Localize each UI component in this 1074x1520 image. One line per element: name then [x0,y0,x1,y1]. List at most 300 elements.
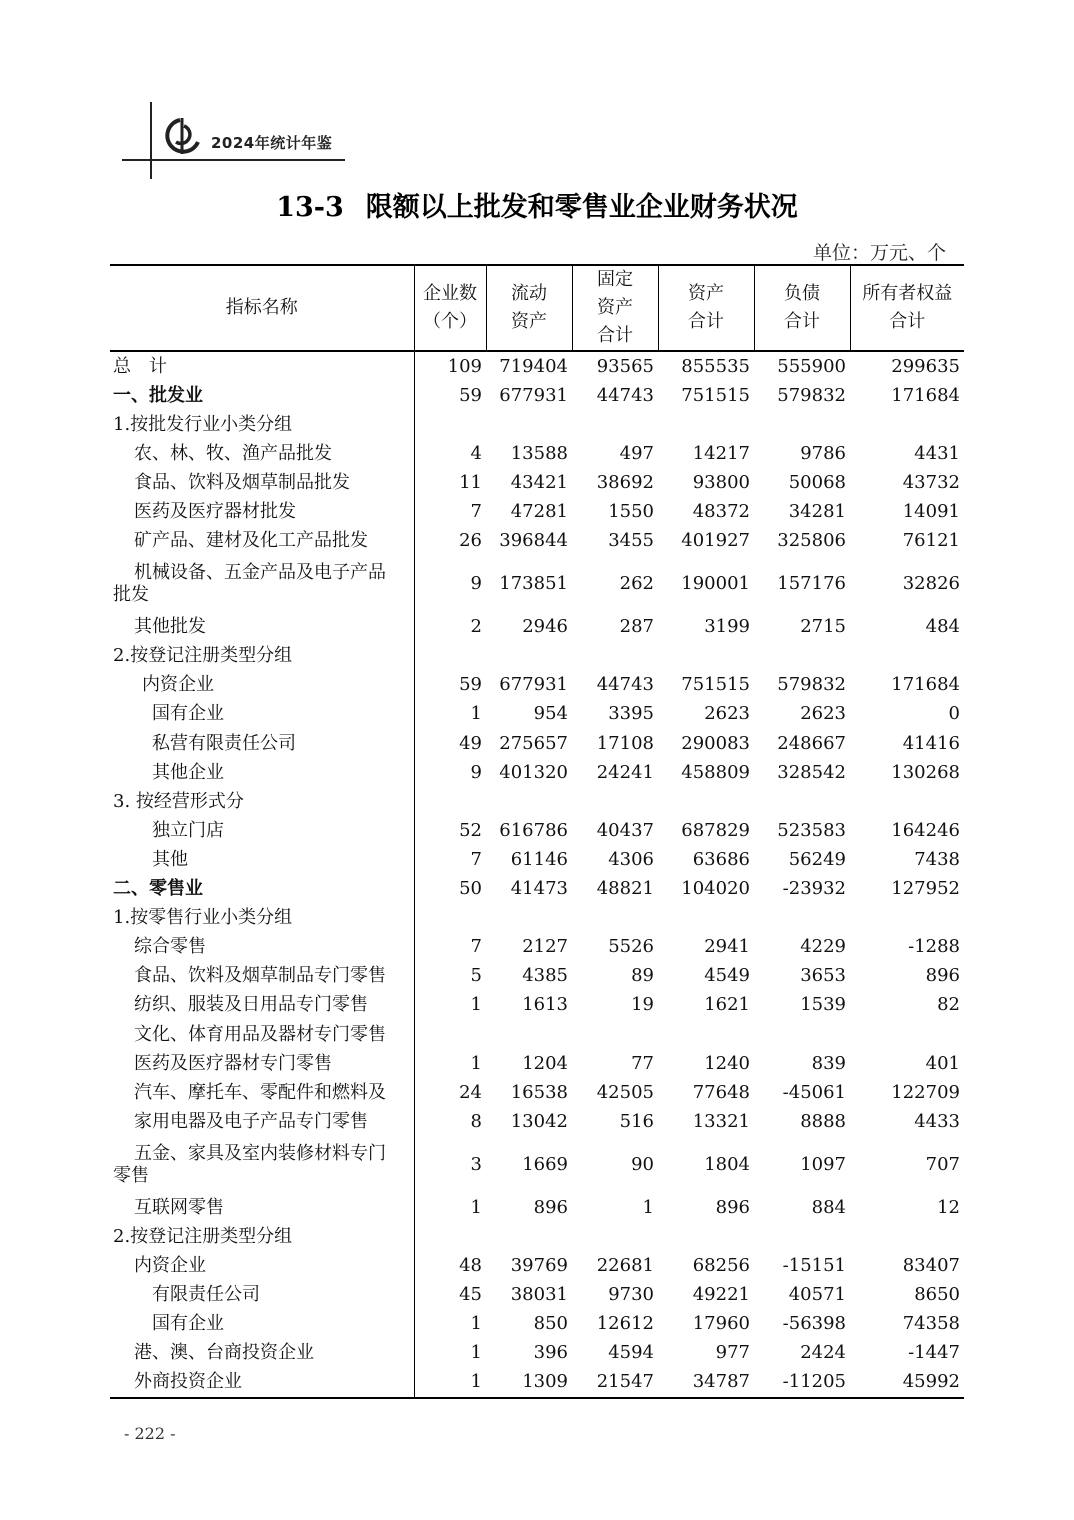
row-label-text: 家用电器及电子产品专门零售 [134,1110,368,1132]
header-horizontal-rule [122,159,345,161]
table-cell: 497 [619,442,654,464]
table-cell: 248667 [777,732,846,754]
row-label-continuation: 零售 [113,1164,149,1186]
table-cell: -11205 [754,1368,850,1398]
table-cell: 687829 [681,819,750,841]
table-cell: 76121 [902,530,960,552]
table-cell [850,1222,964,1251]
table-cell: 45992 [850,1368,964,1398]
row-label-text: 私营有限责任公司 [152,732,296,754]
table-cell: 3395 [608,703,654,725]
row-label-text: 食品、饮料及烟草制品专门零售 [134,965,386,987]
unit-label: 单位：万元、个 [812,242,946,264]
row-label [110,439,414,468]
table-cell [486,642,572,671]
table-cell: 44743 [596,384,654,406]
table-cell: 48821 [596,878,654,900]
table-cell: 884 [811,1196,846,1218]
table-cell: 93565 [596,355,654,377]
row-label [110,556,414,613]
row-label [110,1193,414,1222]
table-cell: 13588 [510,442,568,464]
table-cell: 90 [631,1153,654,1175]
table-cell: 401927 [681,530,750,552]
table-row [110,613,964,642]
table-cell: 89 [631,965,654,987]
table-cell [414,1020,486,1049]
row-label-text: 其他企业 [152,761,224,783]
table-cell: 396 [533,1342,568,1364]
row-label [110,933,414,962]
row-label [110,816,414,845]
table-cell [754,642,850,671]
table-cell: 13321 [692,1110,750,1132]
table-cell: 109 [447,355,482,377]
table-row [110,875,964,904]
table-cell: 1613 [522,994,568,1016]
table-cell: 40571 [788,1284,846,1306]
table-cell: 1 [642,1196,654,1218]
table-row [110,527,964,556]
row-label-text: 医药及医疗器材专门零售 [134,1052,332,1074]
table-cell: 11 [459,471,482,493]
column-header-line: 资产 [511,311,547,332]
table-cell: 44743 [596,674,654,696]
table-cell: 77 [631,1052,654,1074]
table-row [110,497,964,526]
table-cell [572,904,658,933]
table-cell [414,787,486,816]
table-cell: 74358 [902,1313,960,1335]
table-cell: 104020 [681,878,750,900]
table-cell: -15151 [782,1255,846,1277]
column-header-line: 所有者权益 [862,283,953,304]
row-label [110,642,414,671]
table-cell: 47281 [510,501,568,523]
row-label [110,700,414,729]
table-cell: 1 [470,1196,482,1218]
table-cell: 19 [631,994,654,1016]
table-cell: 401 [925,1052,960,1074]
table-cell: 38692 [596,471,654,493]
table-cell [658,787,754,816]
table-cell: 2 [470,616,482,638]
column-header [486,265,572,351]
table-cell: 516 [619,1110,654,1132]
table-cell: 458809 [681,761,750,783]
table-cell: 40437 [596,819,654,841]
table-cell [850,410,964,439]
table-cell: 262 [619,573,654,595]
table-cell: 49 [459,732,482,754]
table-row [110,1078,964,1107]
table-row [110,671,964,700]
table-cell: 555900 [777,355,846,377]
table-cell: 38031 [510,1284,568,1306]
table-cell: 61146 [510,848,568,870]
table-cell: 1097 [800,1153,846,1175]
row-label [110,1310,414,1339]
row-label [110,875,414,904]
table-row [110,1193,964,1222]
table-cell: 855535 [681,355,750,377]
table-cell: 9730 [608,1284,654,1306]
table-cell: 1550 [608,501,654,523]
column-header-line: 合计 [688,311,724,332]
table-row [110,904,964,933]
row-label-text: 其他批发 [134,616,206,638]
table-row [110,816,964,845]
column-header [414,265,486,351]
table-row [110,729,964,758]
table-cell: 4549 [704,965,750,987]
table-cell: 171684 [891,674,960,696]
table-cell: 173851 [499,573,568,595]
table-cell: 1 [470,1052,482,1074]
table-cell: 49221 [692,1284,750,1306]
table-cell [754,787,850,816]
row-label [110,1078,414,1107]
table-cell: 579832 [777,674,846,696]
column-header [754,265,850,351]
row-label-text: 五金、家具及室内装修材料专门 [134,1142,386,1164]
row-label-continuation: 批发 [113,584,149,606]
column-header [658,265,754,351]
table-cell: 21547 [572,1368,658,1398]
row-label [110,1339,414,1368]
table-cell: -23932 [782,878,846,900]
table-cell: 14091 [902,501,960,523]
table-cell: 5526 [608,936,654,958]
row-label-text: 汽车、摩托车、零配件和燃料及 [134,1081,386,1103]
table-cell: 9786 [800,442,846,464]
header-vertical-rule [150,102,152,179]
row-label-text: 外商投资企业 [134,1371,242,1393]
table-cell: 2623 [704,703,750,725]
column-header-line: 企业数 [423,283,477,304]
table-row [110,758,964,787]
row-label [110,381,414,410]
table-row [110,1107,964,1136]
table-cell: 751515 [681,674,750,696]
table-cell [572,787,658,816]
table-cell: 896 [925,965,960,987]
row-label [110,527,414,556]
column-header [110,265,414,351]
table-cell: -56398 [782,1313,846,1335]
row-label [110,1020,414,1049]
row-label-text: 3. 按经营形式分 [113,790,244,812]
table-cell [486,1222,572,1251]
table-cell: 1 [414,1368,486,1398]
table-cell: 275657 [499,732,568,754]
table-row [110,1281,964,1310]
table-cell: 396844 [499,530,568,552]
table-cell [572,642,658,671]
row-label-text: 1.按零售行业小类分组 [113,907,293,929]
row-label-text: 食品、饮料及烟草制品批发 [134,471,350,493]
table-cell: 1621 [704,994,750,1016]
table-row [110,1339,964,1368]
table-cell: 0 [948,703,960,725]
table-cell: 48 [459,1255,482,1277]
table-cell: 3653 [800,965,846,987]
row-label-text: 1.按批发行业小类分组 [113,413,293,435]
table-cell: 8 [470,1110,482,1132]
table-cell: 12612 [596,1313,654,1335]
table-title: 限额以上批发和零售业企业财务状况 [365,192,798,223]
table-cell: 9 [470,761,482,783]
table-row [110,556,964,613]
table-cell: 4594 [608,1342,654,1364]
table-cell [850,642,964,671]
column-header-line: 固定 [597,269,633,290]
table-cell: 41473 [510,878,568,900]
table-cell: 579832 [777,384,846,406]
table-cell: 896 [715,1196,750,1218]
table-row [110,351,964,381]
row-label-text: 2.按登记注册类型分组 [113,1225,293,1247]
row-label-text: 其他 [152,848,188,870]
table-cell: 130268 [891,761,960,783]
table-cell: 2941 [704,936,750,958]
row-label-text: 纺织、服装及日用品专门零售 [134,994,368,1016]
table-row [110,845,964,874]
table-cell: 9 [470,573,482,595]
table-cell [850,1020,964,1049]
table-cell: 1 [470,703,482,725]
table-cell [414,904,486,933]
table-cell: 56249 [788,848,846,870]
table-cell: 1669 [522,1153,568,1175]
table-cell: 164246 [891,819,960,841]
table-cell: 1539 [800,994,846,1016]
table-cell [658,1020,754,1049]
table-row [110,787,964,816]
table-cell: 82 [937,994,960,1016]
table-cell: 34787 [658,1368,754,1398]
row-label-text: 农、林、牧、渔产品批发 [134,442,332,464]
table-cell: 59 [459,674,482,696]
table-cell: 299635 [891,355,960,377]
row-label-text: 机械设备、五金产品及电子产品 [134,562,386,584]
table-cell: 83407 [902,1255,960,1277]
table-cell: 16538 [510,1081,568,1103]
table-cell: 50 [459,878,482,900]
table-cell: 52 [459,819,482,841]
row-label-text: 内资企业 [134,1255,206,1277]
table-row [110,991,964,1020]
table-cell [850,787,964,816]
table-cell: 68256 [692,1255,750,1277]
table-row [110,1049,964,1078]
column-header [850,265,964,351]
table-cell [754,410,850,439]
table-header-row [110,265,964,351]
row-label [110,1252,414,1281]
row-label [110,991,414,1020]
column-header-line: 合计 [889,311,926,332]
row-label [110,1222,414,1251]
table-row [110,1368,964,1398]
table-cell: 8888 [800,1110,846,1132]
column-header-line: 负债 [784,283,820,304]
table-cell: 707 [925,1153,960,1175]
table-cell: 3199 [704,616,750,638]
table-cell: 751515 [681,384,750,406]
table-cell: 127952 [891,878,960,900]
table-cell: 4431 [914,442,960,464]
column-header-line: 合计 [784,311,820,332]
table-row [110,468,964,497]
table-cell [572,1020,658,1049]
row-label [110,351,414,381]
table-row [110,642,964,671]
row-label-text: 独立门店 [152,819,224,841]
table-cell: 1 [470,994,482,1016]
table-cell: 24241 [596,761,654,783]
row-label-text: 一、批发业 [113,384,203,406]
table-cell [486,787,572,816]
row-label-text: 内资企业 [142,674,214,696]
table-cell: 4385 [522,965,568,987]
table-cell: 1309 [486,1368,572,1398]
table-cell: 45 [459,1284,482,1306]
row-label [110,904,414,933]
table-cell: 190001 [681,573,750,595]
row-label [110,758,414,787]
column-header-line: （个） [423,311,477,332]
table-cell: 34281 [788,501,846,523]
table-cell: 401320 [499,761,568,783]
table-cell: 328542 [777,761,846,783]
table-cell: 850 [533,1313,568,1335]
table-cell [754,1020,850,1049]
yearbook-logo-icon [160,116,206,156]
table-cell: 616786 [499,819,568,841]
row-label [110,1049,414,1078]
table-row [110,933,964,962]
table-row [110,381,964,410]
table-cell: 2715 [800,616,846,638]
table-cell: 13042 [510,1110,568,1132]
table-cell [414,642,486,671]
table-cell: 1 [470,1342,482,1364]
table-cell: 17108 [596,732,654,754]
table-cell: 5 [470,965,482,987]
table-cell: -45061 [782,1081,846,1103]
table-cell [658,1222,754,1251]
column-header-line: 流动 [511,283,547,304]
table-cell: 1 [470,1313,482,1335]
row-label-text: 综合零售 [134,936,206,958]
table-cell: 287 [619,616,654,638]
table-cell: 24 [459,1081,482,1103]
table-cell: 32826 [902,573,960,595]
row-label-text: 二、零售业 [113,878,203,900]
table-row [110,962,964,991]
row-label [110,729,414,758]
row-label-text: 国有企业 [152,703,224,725]
row-label [110,613,414,642]
table-cell: 43421 [510,471,568,493]
table-cell: 122709 [891,1081,960,1103]
table-row [110,410,964,439]
table-row [110,700,964,729]
table-cell [486,410,572,439]
table-cell: 14217 [692,442,750,464]
table-row [110,439,964,468]
table-cell: 77648 [692,1081,750,1103]
table-cell [572,410,658,439]
row-label-text: 互联网零售 [134,1196,224,1218]
table-cell: 43732 [902,471,960,493]
table-cell: 63686 [692,848,750,870]
table-cell: 157176 [777,573,846,595]
table-cell: 39769 [510,1255,568,1277]
table-cell: 4229 [800,936,846,958]
table-cell [486,1020,572,1049]
table-cell: -1447 [908,1342,960,1364]
finance-table [110,264,964,1399]
table-cell [754,904,850,933]
row-label-text: 港、澳、台商投资企业 [134,1342,314,1364]
table-row [110,1136,964,1193]
table-cell: 4306 [608,848,654,870]
table-body [110,351,964,1398]
column-header-line: 资产 [688,283,724,304]
table-cell: 290083 [681,732,750,754]
yearbook-label: 2024年统计年鉴 [211,134,333,152]
row-label-text: 有限责任公司 [152,1284,260,1306]
table-cell: 22681 [596,1255,654,1277]
row-label [110,845,414,874]
table-cell: 677931 [499,384,568,406]
table-cell [414,1222,486,1251]
table-cell: 977 [715,1342,750,1364]
column-header-line: 指标名称 [225,297,298,318]
table-cell: 59 [459,384,482,406]
table-cell: 2623 [800,703,846,725]
table-row [110,1020,964,1049]
table-cell: 50068 [788,471,846,493]
table-cell: -1288 [908,936,960,958]
table-cell: 2946 [522,616,568,638]
row-label [110,962,414,991]
table-cell: 1240 [704,1052,750,1074]
table-cell [754,1222,850,1251]
row-label [110,497,414,526]
table-cell: 17960 [692,1313,750,1335]
column-header [572,265,658,351]
page-number: - 222 - [124,1424,176,1443]
table-cell: 26 [459,530,482,552]
column-header-line: 合计 [597,325,633,346]
row-label [110,1107,414,1136]
table-cell: 484 [925,616,960,638]
row-label-text: 文化、体育用品及器材专门零售 [134,1023,386,1045]
table-cell: 41416 [902,732,960,754]
table-cell [486,904,572,933]
row-label [110,787,414,816]
table-cell: 677931 [499,674,568,696]
table-number: 13-3 [276,192,344,223]
table-cell: 3 [470,1153,482,1175]
table-cell: 93800 [692,471,750,493]
table-cell: 4433 [914,1110,960,1132]
row-label [110,1368,414,1398]
row-label [110,671,414,700]
